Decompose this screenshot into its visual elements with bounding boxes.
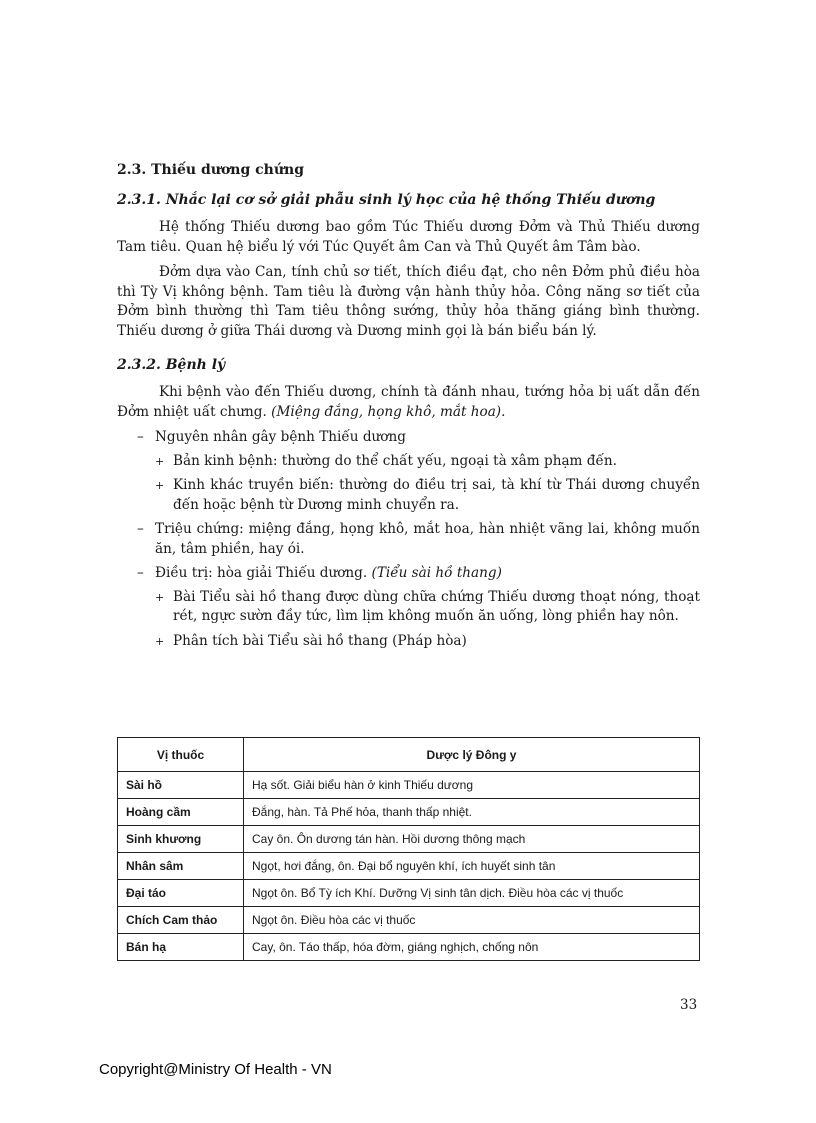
list-item	[155, 476, 700, 515]
list-item-treatment	[117, 564, 700, 651]
list-item-cause	[117, 428, 700, 515]
herb-name: Đại táo	[118, 880, 244, 907]
plus-marker: +	[155, 634, 165, 648]
list-item-symptoms	[117, 520, 700, 559]
list-item	[155, 452, 700, 472]
plus-marker: +	[155, 590, 165, 604]
paragraph-intro	[117, 383, 700, 422]
subsection-heading-pathology: 2.3.2. Bệnh lý	[117, 357, 226, 373]
paragraph: Hệ thống Thiếu dương bao gồm Túc Thiếu dương Đởm và Thủ Thiếu dương Tam tiêu. Quan hệ biểu lý với Túc Quyết âm Can và Thủ Quyết âm Tâm bào.	[117, 219, 700, 255]
herb-name: Nhân sâm	[118, 853, 244, 880]
plus-marker: +	[155, 479, 165, 492]
pathology-list	[117, 428, 700, 651]
intro-text: Khi bệnh vào đến Thiếu dương, chính tà đánh nhau, tướng hỏa bị uất dẫn đến Đởm nhiệt uất chưng.	[117, 384, 700, 420]
symptoms-text: Triệu chứng: miệng đắng, họng khô, mắt hoa, hàn nhiệt vãng lai, không muốn ăn, tâm phiền, hay ói.	[155, 521, 700, 557]
treatment-sublist	[155, 588, 700, 652]
table-row	[118, 907, 700, 934]
list-item	[155, 632, 700, 652]
herb-name: Chích Cam thảo	[118, 907, 244, 934]
cause-label: Nguyên nhân gây bệnh Thiếu dương	[155, 429, 406, 445]
table-row	[118, 880, 700, 907]
herb-pharmacology: Ngọt ôn. Điều hòa các vị thuốc	[244, 907, 700, 934]
table-row	[118, 853, 700, 880]
list-item	[155, 588, 700, 627]
table-row	[118, 772, 700, 799]
treatment-formula: (Tiểu sài hồ thang)	[371, 565, 502, 581]
herb-name: Sài hồ	[118, 772, 244, 799]
herb-pharmacology: Cay ôn. Ôn dương tán hàn. Hồi dương thông mạch	[244, 826, 700, 853]
herb-name: Hoàng cầm	[118, 799, 244, 826]
list-item-text: Bản kinh bệnh: thường do thể chất yếu, ngoại tà xâm phạm đến.	[173, 452, 617, 469]
table-row	[118, 799, 700, 826]
paragraph: Đởm dựa vào Can, tính chủ sơ tiết, thích điều đạt, cho nên Đởm phủ điều hòa thì Tỳ Vị không bệnh. Tam tiêu là đường vận hành thủy hỏa. Công năng sơ tiết của Đởm bình thường thì Tam tiêu thông sướng, thủy hỏa thăng giáng bình thường. Thiếu dương ở giữa Thái dương và Dương minh gọi là bán biểu bán lý.	[117, 264, 700, 339]
herb-pharmacology: Cay, ôn. Táo thấp, hóa đờm, giáng nghịch, chống nôn	[244, 934, 700, 961]
plus-marker: +	[155, 454, 165, 468]
table-row	[118, 826, 700, 853]
subsection-heading-anatomy: 2.3.1. Nhắc lại cơ sở giải phẫu sinh lý học của hệ thống Thiếu dương	[117, 192, 656, 208]
herb-pharmacology: Đắng, hàn. Tả Phế hỏa, thanh thấp nhiệt.	[244, 799, 700, 826]
dash-marker: –	[137, 429, 144, 445]
section-heading: 2.3. Thiếu dương chứng	[117, 162, 304, 178]
list-item-text: Phân tích bài Tiểu sài hồ thang (Pháp hòa)	[173, 632, 467, 649]
herb-table	[117, 737, 700, 961]
herb-pharmacology: Ngọt, hơi đắng, ôn. Đại bổ nguyên khí, ích huyết sinh tân	[244, 853, 700, 880]
column-header-herb: Vị thuốc	[118, 738, 244, 772]
intro-italic: (Miệng đắng, họng khô, mắt hoa).	[271, 403, 506, 420]
table-row	[118, 934, 700, 961]
herb-pharmacology: Hạ sốt. Giải biểu hàn ở kinh Thiếu dương	[244, 772, 700, 799]
dash-marker: –	[137, 521, 144, 537]
copyright-footer: Copyright@Ministry Of Health - VN	[99, 1061, 332, 1078]
cause-sublist	[155, 452, 700, 516]
column-header-pharmacology: Dược lý Đông y	[244, 738, 700, 772]
page-number: 33	[680, 997, 698, 1013]
page-body	[117, 160, 700, 656]
herb-pharmacology: Ngọt ôn. Bổ Tỳ ích Khí. Dưỡng Vị sinh tân dịch. Điều hòa các vị thuốc	[244, 880, 700, 907]
list-item-text: Kinh khác truyền biến: thường do điều trị sai, tà khí từ Thái dương chuyển đến hoặc bệnh từ Dương minh chuyển ra.	[173, 477, 700, 513]
herb-name: Sinh khương	[118, 826, 244, 853]
dash-marker: –	[137, 565, 144, 581]
herb-name: Bán hạ	[118, 934, 244, 961]
treatment-label: Điều trị: hòa giải Thiếu dương.	[155, 565, 368, 581]
table-header-row	[118, 738, 700, 772]
list-item-text: Bài Tiểu sài hồ thang được dùng chữa chứng Thiếu dương thoạt nóng, thoạt rét, ngực sườn đầy tức, lìm lịm không muốn ăn uống, lòng phiền hay nôn.	[173, 588, 700, 624]
